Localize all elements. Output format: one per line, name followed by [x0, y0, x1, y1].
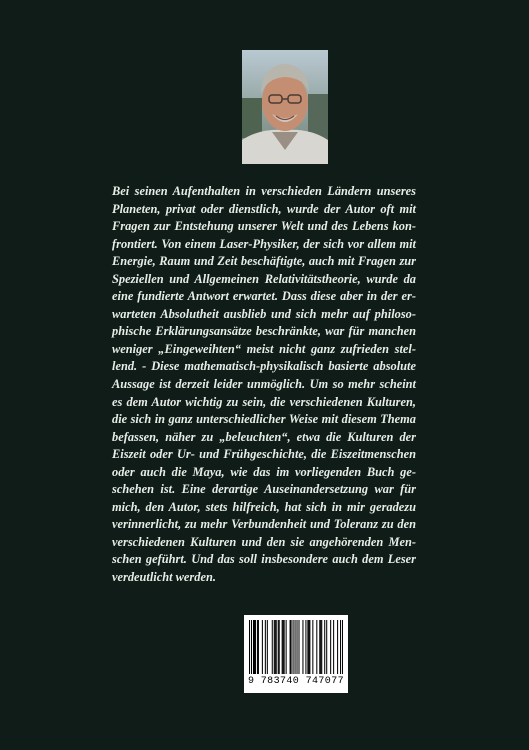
barcode-bar	[257, 620, 258, 674]
barcode-bar	[284, 620, 285, 674]
isbn-number: 9 783740 747077	[247, 676, 344, 687]
barcode-bar	[253, 620, 254, 674]
barcode-bar	[326, 620, 327, 674]
barcode-bar	[265, 620, 266, 674]
barcode-bar	[275, 620, 276, 674]
barcode-bar	[291, 620, 292, 674]
barcode-bar	[324, 620, 325, 674]
barcode-bar	[283, 620, 284, 674]
barcode-bar	[282, 620, 283, 674]
barcode-bar	[312, 620, 313, 674]
barcode-bar	[254, 620, 255, 674]
barcode-bar	[274, 620, 275, 674]
barcode-bar	[330, 620, 331, 674]
author-photo	[242, 50, 328, 164]
barcode-bar	[293, 620, 294, 674]
barcode-bar	[296, 620, 297, 674]
barcode-bar	[320, 620, 321, 674]
barcode-bar	[267, 620, 268, 674]
barcode-bar	[337, 620, 338, 674]
barcode-bar	[340, 620, 341, 674]
barcode-bar	[290, 620, 291, 674]
author-portrait-image	[242, 50, 328, 164]
barcode-bars	[249, 620, 343, 674]
barcode-bar	[302, 620, 303, 674]
barcode-bar	[258, 620, 259, 674]
barcode-bar	[262, 620, 263, 674]
barcode-bar	[249, 620, 250, 674]
barcode-bar	[278, 620, 279, 674]
barcode-bar	[321, 620, 322, 674]
barcode-bar	[308, 620, 309, 674]
barcode-bar	[286, 620, 287, 674]
barcode-bar	[255, 620, 256, 674]
barcode-bar	[295, 620, 296, 674]
barcode-bar	[279, 620, 280, 674]
barcode-bar	[307, 620, 308, 674]
barcode-bar	[333, 620, 334, 674]
barcode-bar	[298, 620, 299, 674]
barcode-bar	[309, 620, 310, 674]
barcode-bar	[272, 620, 273, 674]
barcode-bar	[251, 620, 252, 674]
barcode-bar	[316, 620, 317, 674]
barcode-bar	[276, 620, 277, 674]
barcode-bar	[342, 620, 343, 674]
barcode-bar	[319, 620, 320, 674]
isbn-barcode	[244, 615, 348, 693]
back-cover-blurb: Bei seinen Aufenthalten in verschieden Ländern unseres Planeten, privat oder dienstlich, wurde der Autor oft mit Fragen zur Entstehung unserer Welt und des Lebens konfrontiert. Von einem Laser-Physiker, der sich vor allem mit Energie, Raum und Zeit beschäftigte, auch mit Fragen zur Speziellen und Allgemeinen Relativitätstheorie, wurde da eine fundierte Antwort erwartet. Dass diese aber in der erwarteten Absolutheit ausblieb und sich mehr auf philosophische Erklärungsansätze beschränkte, war für manchen weniger „Eingeweihten“ meist nicht ganz zufrieden stellend. - Diese mathematisch-physikalisch basierte absolute Aussage ist derzeit leider unmöglich. Um so mehr scheint es dem Autor wichtig zu sein, die verschiedenen Kulturen, die sich in ganz unterschiedlicher Weise mit diesem Thema befassen, näher zu „beleuchten“, etwa die Kulturen der Eiszeit oder Ur- und Frühgeschichte, die Eiszeitmenschen oder auch die Maya, wie das im vorliegenden Buch geschehen ist. Eine derartige Auseinandersetzung war für mich, den Autor, stets hilfreich, hat sich in mir geradezu verinnerlicht, zu mehr Verbundenheit und Toleranz zu den verschiedenen Kulturen und den sie angehörenden Menschen geführt. Und das soll insbesondere auch dem Leser verdeutlicht werden.	[112, 184, 416, 585]
barcode-bar	[305, 620, 306, 674]
